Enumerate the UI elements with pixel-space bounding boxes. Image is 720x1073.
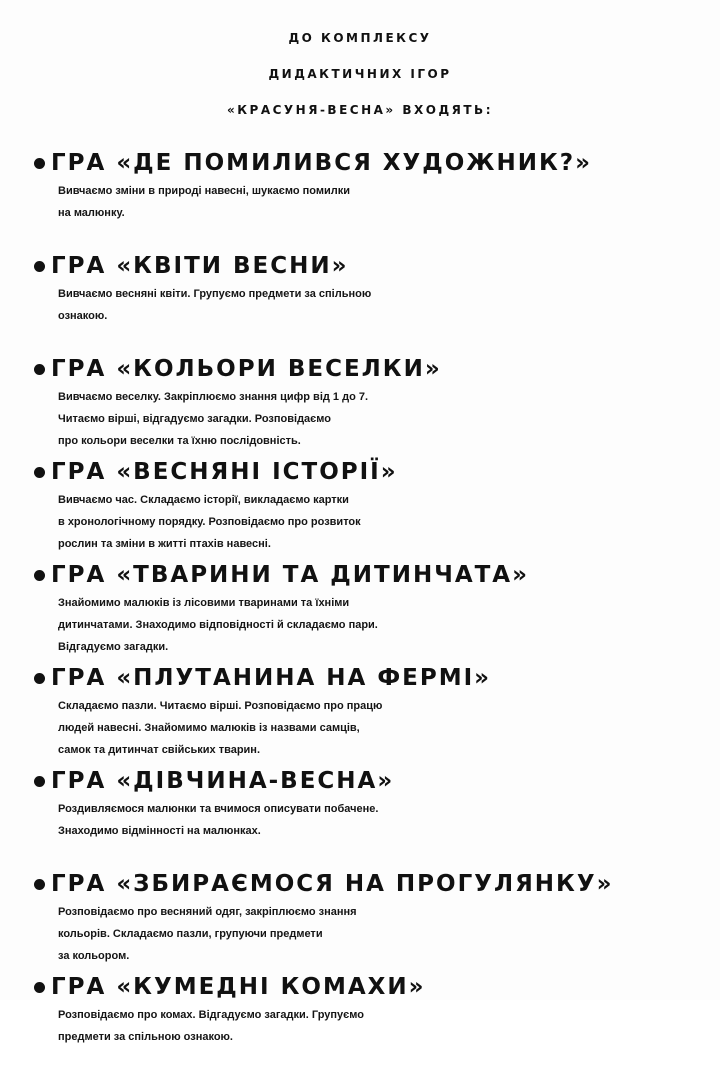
game-title: ГРА «ДІВЧИНА-ВЕСНА»	[51, 768, 395, 794]
game-description: Роздивляємося малюнки та вчимося описувати побачене. Знаходимо відмінності на малюнках.	[58, 803, 379, 837]
game-title: ГРА «ТВАРИНИ ТА ДИТИНЧАТА»	[51, 562, 529, 588]
game-item-7	[34, 764, 706, 867]
game-item-2	[34, 249, 706, 352]
game-title-row	[34, 558, 706, 592]
game-title-row	[34, 970, 706, 1004]
page-header	[0, 20, 720, 128]
header-line-1: ДО КОМПЛЕКСУ	[288, 31, 432, 45]
game-description: Знайомимо малюків із лісовими тваринами та їхніми дитинчатами. Знаходимо відповідності й складаємо пари. Відгадуємо загадки.	[58, 597, 378, 653]
game-description: Вивчаємо зміни в природі навесні, шукаємо помилки на малюнку.	[58, 185, 350, 219]
game-title-row	[34, 867, 706, 901]
game-description: Вивчаємо час. Складаємо історії, викладаємо картки в хронологічному порядку. Розповідаємо про розвиток рослин та зміни в житті птахів навесні.	[58, 494, 361, 550]
game-item-4	[34, 455, 706, 558]
bullet-icon	[34, 467, 45, 478]
game-title-row	[34, 146, 706, 180]
game-description: Розповідаємо про комах. Відгадуємо загадки. Групуємо предмети за спільною ознакою.	[58, 1009, 364, 1043]
game-title-row	[34, 352, 706, 386]
game-description: Розповідаємо про весняний одяг, закріплюємо знання кольорів. Складаємо пазли, групуючи предмети за кольором.	[58, 906, 357, 962]
bullet-icon	[34, 261, 45, 272]
game-title: ГРА «ПЛУТАНИНА НА ФЕРМІ»	[51, 665, 492, 691]
game-title: ГРА «ЗБИРАЄМОСЯ НА ПРОГУЛЯНКУ»	[51, 871, 614, 897]
header-line-2: ДИДАКТИЧНИХ ІГОР	[268, 67, 452, 81]
games-list	[34, 146, 706, 1073]
game-item-6	[34, 661, 706, 764]
bullet-icon	[34, 158, 45, 169]
game-title: ГРА «КОЛЬОРИ ВЕСЕЛКИ»	[51, 356, 442, 382]
bullet-icon	[34, 570, 45, 581]
game-description: Вивчаємо веселку. Закріплюємо знання цифр від 1 до 7. Читаємо вірші, відгадуємо загадки. Розповідаємо про кольори веселки та їхню послідовність.	[58, 391, 369, 447]
game-item-3	[34, 352, 706, 455]
game-description: Вивчаємо весняні квіти. Групуємо предмети за спільною ознакою.	[58, 288, 372, 322]
game-title: ГРА «ДЕ ПОМИЛИВСЯ ХУДОЖНИК?»	[51, 150, 592, 176]
bullet-icon	[34, 673, 45, 684]
game-title: ГРА «КВІТИ ВЕСНИ»	[51, 253, 349, 279]
bullet-icon	[34, 364, 45, 375]
game-title: ГРА «ВЕСНЯНІ ІСТОРІЇ»	[51, 459, 398, 485]
game-description: Складаємо пазли. Читаємо вірші. Розповідаємо про працю людей навесні. Знайомимо малюків із назвами самців, самок та дитинчат свійських тварин.	[58, 700, 383, 756]
bullet-icon	[34, 879, 45, 890]
game-item-5	[34, 558, 706, 661]
game-item-9	[34, 970, 706, 1073]
bullet-icon	[34, 982, 45, 993]
game-item-1	[34, 146, 706, 249]
game-title-row	[34, 455, 706, 489]
game-title: ГРА «КУМЕДНІ КОМАХИ»	[51, 974, 426, 1000]
game-title-row	[34, 249, 706, 283]
header-line-3: «КРАСУНЯ-ВЕСНА» ВХОДЯТЬ:	[226, 103, 494, 117]
game-item-8	[34, 867, 706, 970]
game-title-row	[34, 764, 706, 798]
game-title-row	[34, 661, 706, 695]
bullet-icon	[34, 776, 45, 787]
